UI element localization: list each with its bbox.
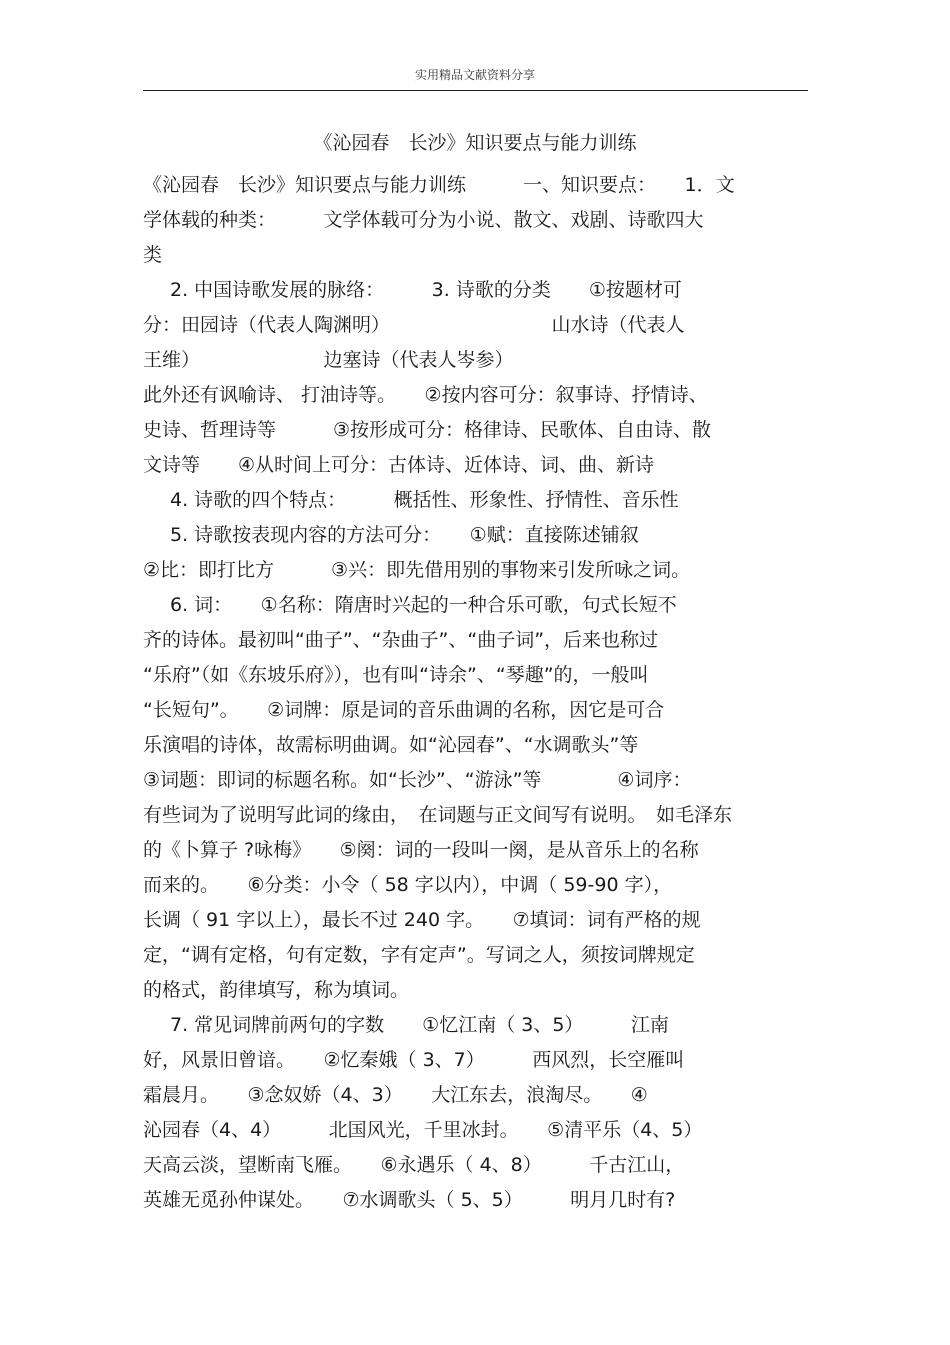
body-line: 2. 中国诗歌发展的脉络： 3. 诗歌的分类 ①按题材可 (170, 279, 682, 301)
body-line: 史诗、哲理诗等 ③按形成可分：格律诗、民歌体、自由诗、散 (143, 419, 712, 441)
body-line: 有些词为了说明写此词的缘由， 在词题与正文间写有说明。 如毛泽东 (143, 804, 733, 826)
body-line: ③词题：即词的标题名称。如“长沙”、“游泳”等 ④词序： (143, 769, 692, 791)
header-divider (143, 90, 808, 91)
body-line: 此外还有讽喻诗、 打油诗等。 ②按内容可分：叙事诗、抒情诗、 (143, 384, 708, 406)
body-line: 而来的。 ⑥分类：小令（ 58 字以内），中调（ 59-90 字）， (143, 874, 673, 896)
body-line: 7. 常见词牌前两句的字数 ①忆江南（ 3、5） 江南 (170, 1014, 669, 1036)
running-header: 实用精品文献资料分享 (414, 68, 535, 82)
body-line: 分：田园诗（代表人陶渊明） 山水诗（代表人 (143, 314, 685, 336)
body-line: ②比：即打比方 ③兴：即先借用别的事物来引发所咏之词。 (143, 559, 691, 581)
body-line: 文诗等 ④从时间上可分：古体诗、近体诗、词、曲、新诗 (143, 454, 655, 476)
body-line: 沁园春（4、4） 北国风光，千里冰封。 ⑤清平乐（4、5） (143, 1119, 703, 1141)
body-line: 5. 诗歌按表现内容的方法可分： ①赋：直接陈述铺叙 (170, 524, 639, 546)
body-line: “乐府”（如《东坡乐府》），也有叫“诗余”、“琴趣”的，一般叫 (143, 664, 649, 686)
body-line: 4. 诗歌的四个特点： 概括性、形象性、抒情性、音乐性 (170, 489, 679, 511)
body-line: 长调（ 91 字以上），最长不过 240 字。 ⑦填词：词有严格的规 (143, 909, 701, 931)
body-line: 的格式，韵律填写，称为填词。 (143, 979, 410, 1001)
body-line: 英雄无觅孙仲谋处。 ⑦水调歌头（ 5、5） 明月几时有? (143, 1189, 676, 1211)
body-line: 齐的诗体。最初叫“曲子”、“杂曲子”、“曲子词”，后来也称过 (143, 629, 659, 651)
body-line: 天高云淡，望断南飞雁。 ⑥永遇乐（ 4、8） 千古江山， (143, 1154, 685, 1176)
body-line: 学体载的种类： 文学体载可分为小说、散文、戏剧、诗歌四大 (143, 209, 704, 231)
body-line: 乐演唱的诗体，故需标明曲调。如“沁园春”、“水调歌头”等 (143, 734, 639, 756)
body-line: 《沁园春 长沙》知识要点与能力训练 一、知识要点： 1．文 (143, 174, 735, 196)
body-line: 王维） 边塞诗（代表人岑参） (143, 349, 514, 371)
body-line: 6. 词： ①名称：隋唐时兴起的一种合乐可歌，句式长短不 (170, 594, 677, 616)
body-line: 好，风景旧曾谙。 ②忆秦娥（ 3、7） 西风烈，长空雁叫 (143, 1049, 685, 1071)
body-line: 的《卜算子 ?咏梅》 ⑤阕：词的一段叫一阕，是从音乐上的名称 (143, 839, 699, 861)
body-line: 霜晨月。 ③念奴娇（4、3） 大江东去，浪淘尽。 ④ (143, 1084, 648, 1106)
body-line: “长短句”。 ②词牌：原是词的音乐曲调的名称，因它是可合 (143, 699, 665, 721)
document-title: 《沁园春 长沙》知识要点与能力训练 (313, 132, 637, 154)
body-line: 定，“调有定格，句有定数，字有定声”。写词之人，须按词牌规定 (143, 944, 695, 966)
body-line: 类 (143, 244, 163, 266)
